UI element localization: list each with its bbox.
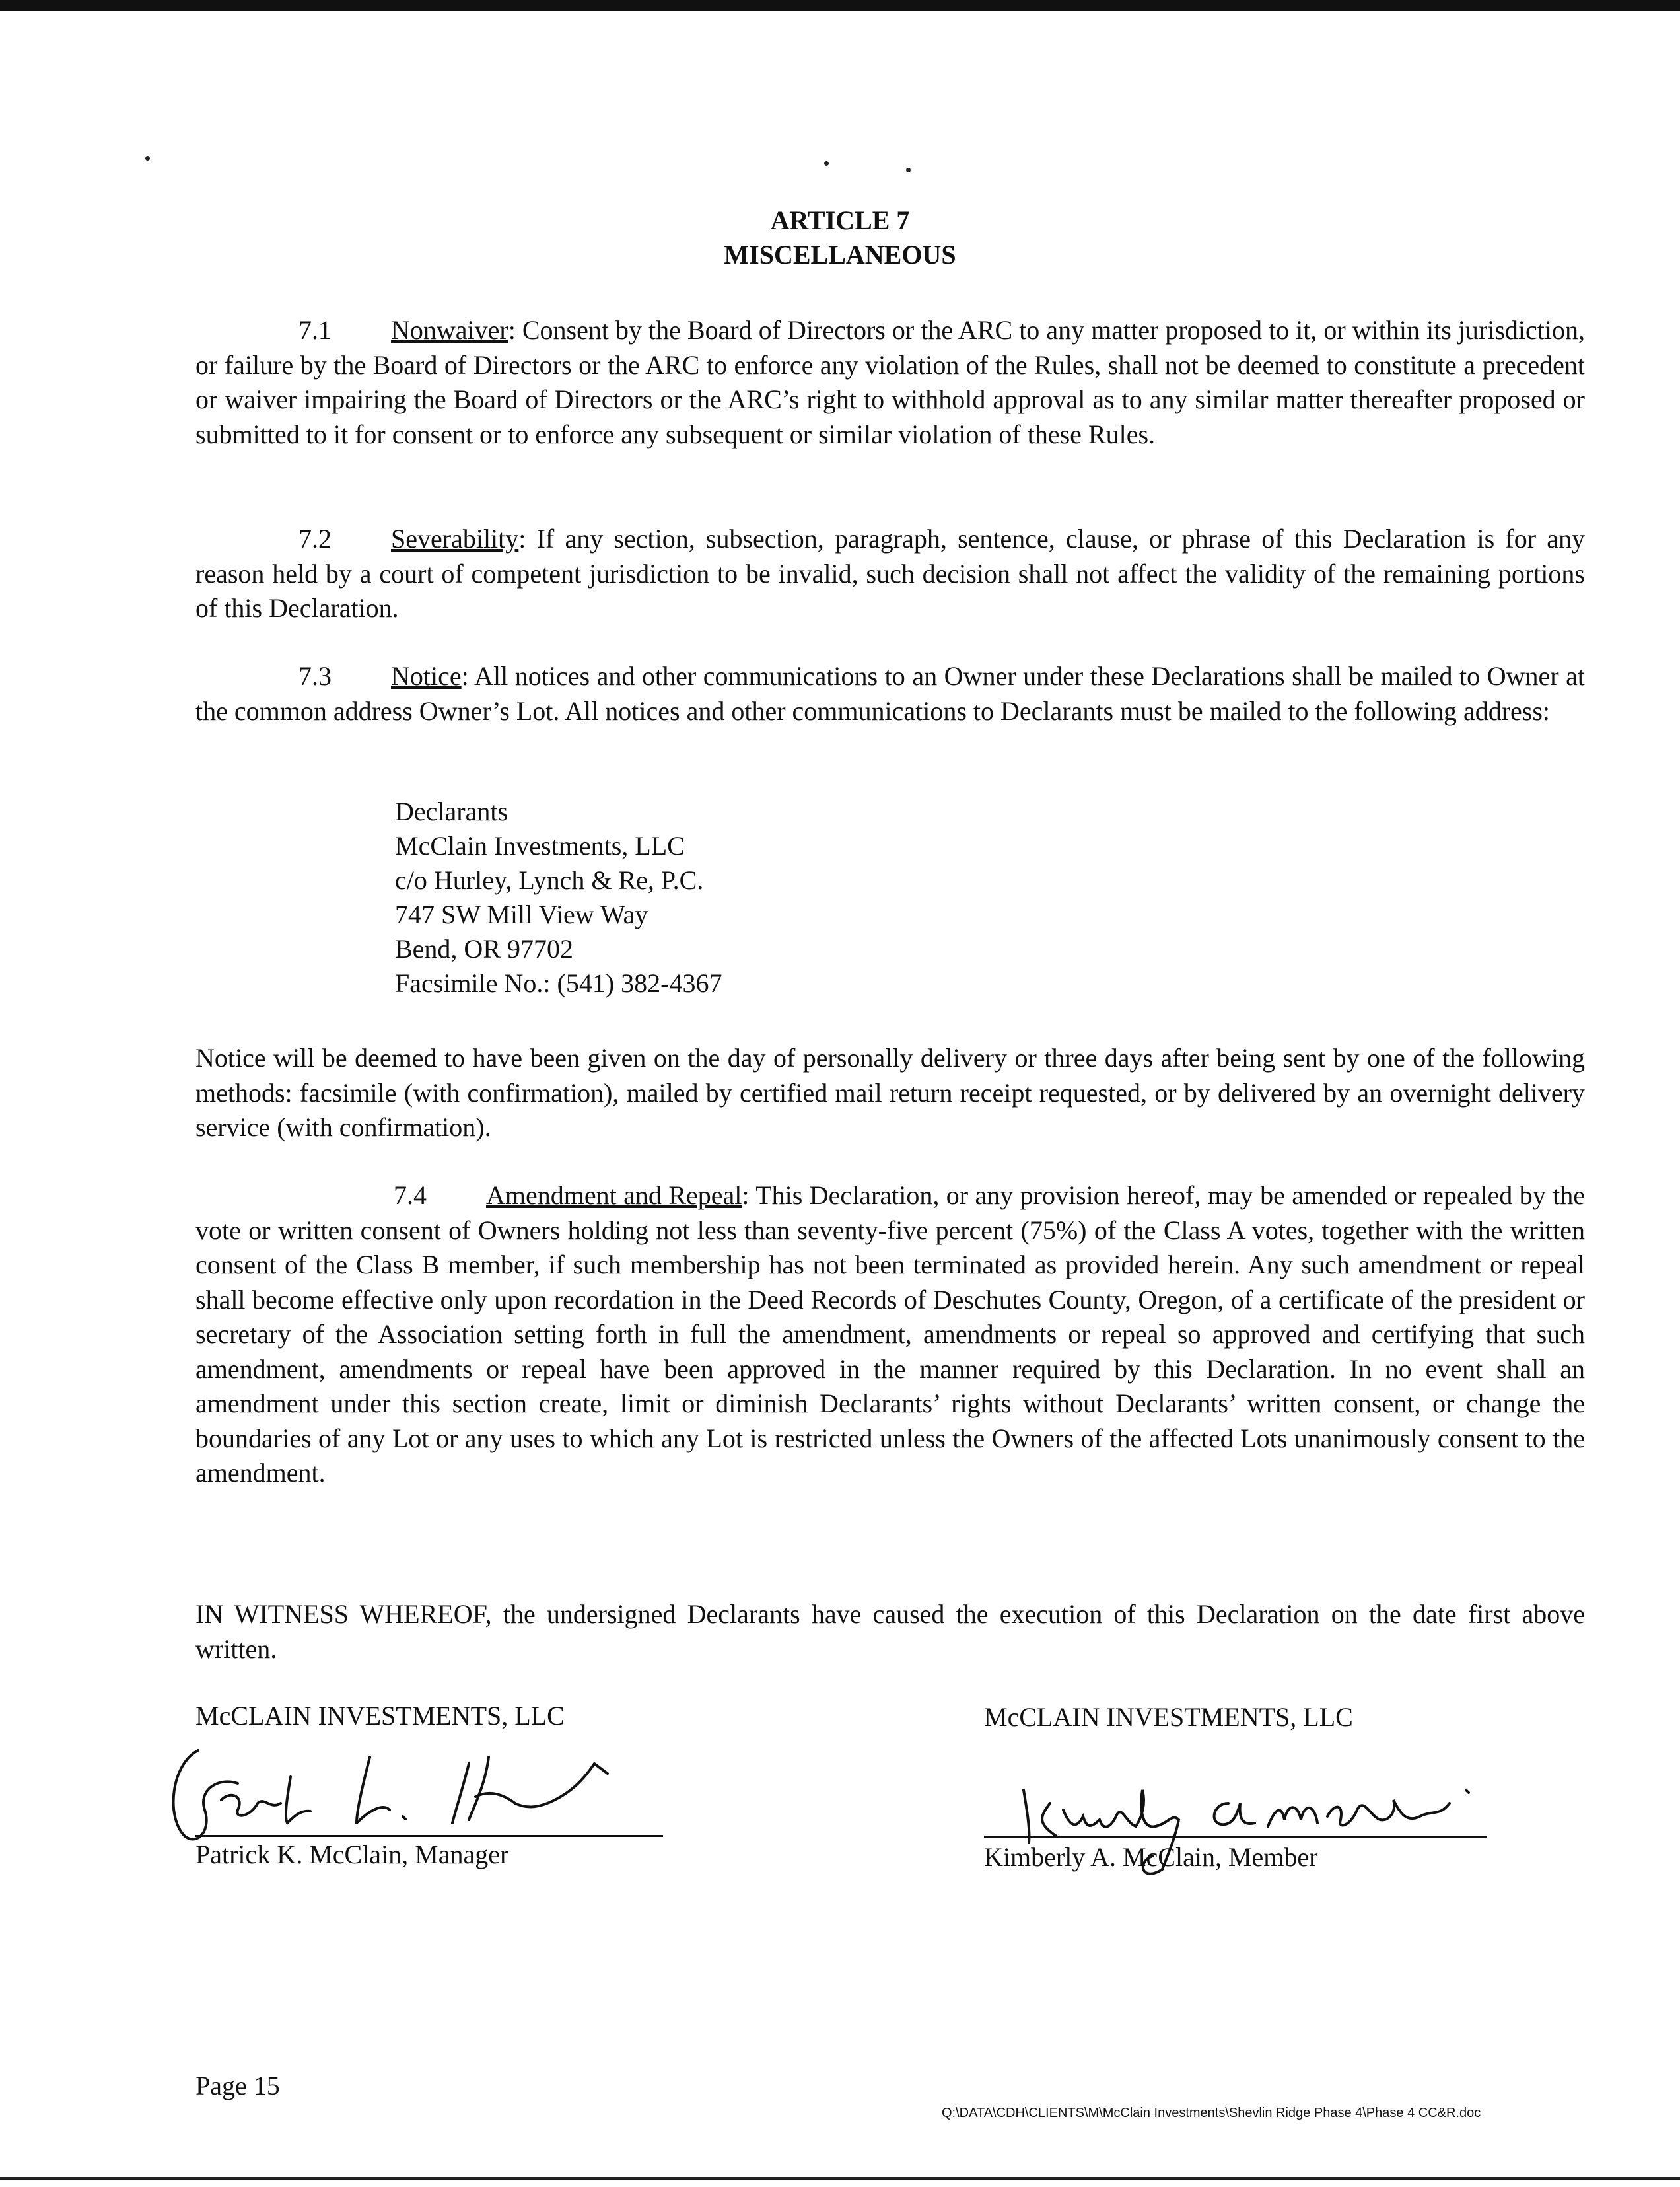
section-7-2 bbox=[195, 522, 1585, 626]
right-signature-line bbox=[984, 1836, 1487, 1838]
address-line: Facsimile No.: (541) 382-4367 bbox=[395, 968, 722, 998]
section-7-4 bbox=[195, 1178, 1585, 1491]
section-text: : This Declaration, or any provision hereof, may be amended or repealed by the vote or written consent of Owners holding not less than seventy-five percent (75%) of the Class A votes, together with the written consent of the Class B member, if such membership has not been terminated as provided herein. Any such amendment or repeal shall become effective only upon recordation in the Deed Records of Deschutes County, Oregon, of a certificate of the president or secretary of the Association setting forth in full the amendment, amendments or repeal so approved and certifying that such amendment, amendments or repeal have been approved in the manner required by this Declaration. In no event shall an amendment under this section create, limit or diminish Declarants’ rights without Declarants’ written consent, or change the boundaries of any Lot or any uses to which any Lot is restricted unless the Owners of the affected Lots unanimously consent to the amendment. bbox=[195, 1180, 1585, 1488]
section-text: : If any section, subsection, paragraph, sentence, clause, or phrase of this Declaration is for any reason held by a court of competent jurisdiction to be invalid, such decision shall not affect the validity of the remaining portions of this Declaration. bbox=[195, 524, 1585, 623]
notice-delivery-paragraph: Notice will be deemed to have been given on the day of personally delivery or three days after being sent by one of the following methods: facsimile (with confirmation), mailed by certified mail return receipt requested, or by delivered by an overnight delivery service (with confirmation). bbox=[195, 1043, 1585, 1142]
address-line: McClain Investments, LLC bbox=[395, 831, 685, 861]
scan-speck bbox=[906, 168, 911, 172]
section-text: : Consent by the Board of Directors or the ARC to any matter proposed to it, or within its jurisdiction, or failure by the Board of Directors or the ARC to enforce any violation of the Rules, shall not be deemed to constitute a precedent or waiver impairing the Board of Directors or the ARC’s right to withhold approval as to any similar matter thereafter proposed or submitted to it for consent or to enforce any subsequent or similar violation of these Rules. bbox=[195, 315, 1585, 449]
section-heading: Severability bbox=[391, 524, 519, 554]
right-company: McCLAIN INVESTMENTS, LLC bbox=[984, 1702, 1353, 1732]
section-heading: Amendment and Repeal bbox=[486, 1180, 742, 1210]
scan-top-edge bbox=[0, 0, 1680, 11]
section-number: 7.1 bbox=[298, 315, 332, 345]
section-number: 7.4 bbox=[394, 1180, 427, 1210]
address-line: Declarants bbox=[395, 797, 508, 826]
left-signature-line bbox=[195, 1835, 663, 1837]
section-text: : All notices and other communications to an Owner under these Declarations shall be mailed to Owner at the common address Owner’s Lot. All notices and other communications to Declarants must be mailed to the following address: bbox=[195, 661, 1585, 726]
section-number: 7.2 bbox=[298, 524, 332, 554]
section-7-1 bbox=[195, 313, 1585, 452]
section-heading: Notice bbox=[391, 661, 462, 691]
left-company: McCLAIN INVESTMENTS, LLC bbox=[195, 1701, 565, 1731]
address-line: Bend, OR 97702 bbox=[395, 934, 573, 964]
section-heading: Nonwaiver bbox=[391, 315, 508, 345]
witness-paragraph: IN WITNESS WHEREOF, the undersigned Declarants have caused the execution of this Declaration on the date first above written. bbox=[195, 1599, 1585, 1664]
kimberly-signature bbox=[1010, 1764, 1499, 1902]
scan-speck bbox=[824, 161, 829, 166]
right-name-title: Kimberly A. McClain, Member bbox=[984, 1842, 1318, 1872]
address-line: c/o Hurley, Lynch & Re, P.C. bbox=[395, 865, 704, 895]
patrick-signature bbox=[158, 1737, 634, 1849]
document-file-path: Q:\DATA\CDH\CLIENTS\M\McClain Investments\Shevlin Ridge Phase 4\Phase 4 CC&R.doc bbox=[942, 2106, 1481, 2120]
left-name-title: Patrick K. McClain, Manager bbox=[195, 1840, 509, 1869]
section-7-3 bbox=[195, 659, 1585, 729]
article-title: ARTICLE 7 bbox=[770, 205, 910, 235]
section-number: 7.3 bbox=[298, 661, 332, 691]
scan-speck bbox=[145, 156, 150, 161]
address-line: 747 SW Mill View Way bbox=[395, 900, 648, 929]
page-number: Page 15 bbox=[195, 2071, 280, 2100]
declarant-address bbox=[395, 795, 722, 1001]
article-subtitle: MISCELLANEOUS bbox=[724, 240, 956, 269]
scan-bottom-edge bbox=[0, 2177, 1680, 2180]
